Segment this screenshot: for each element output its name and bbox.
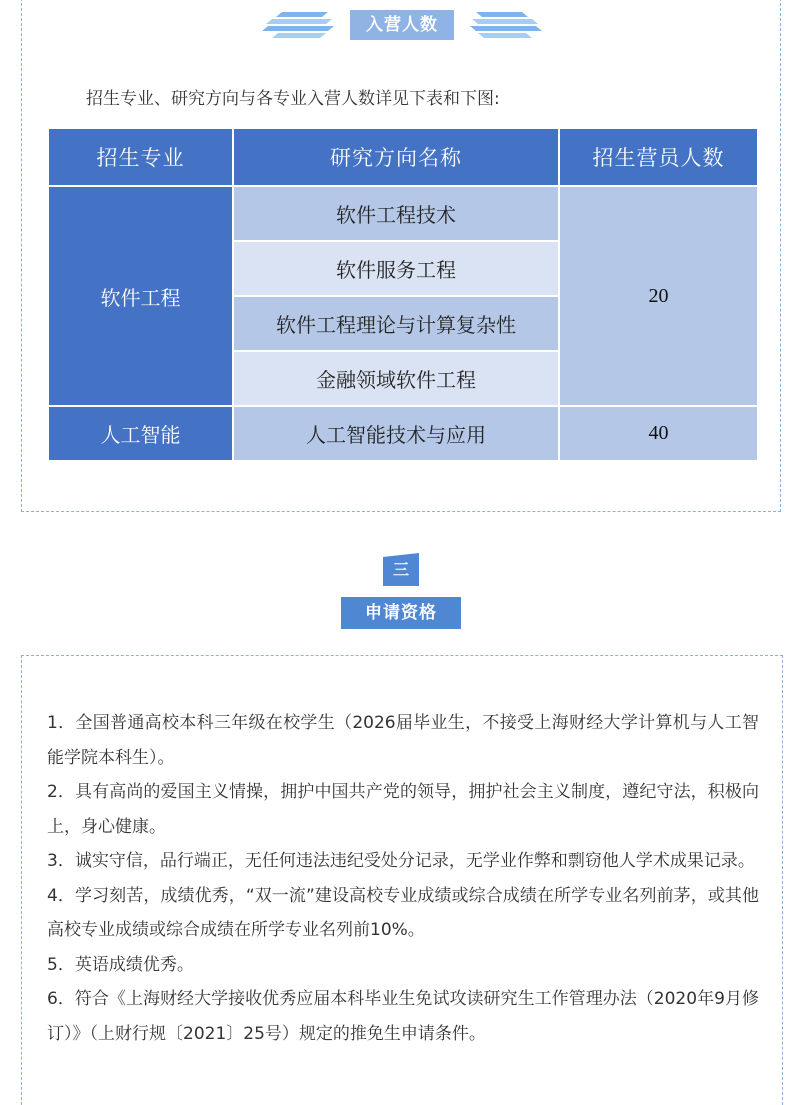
section-number-badge (383, 553, 419, 586)
major-cell: 软件工程 (48, 186, 233, 406)
decorative-stripes-icon (470, 12, 542, 40)
direction-cell: 软件工程技术 (233, 186, 559, 241)
header-count: 招生营员人数 (559, 128, 758, 186)
intro-text: 招生专业、研究方向与各专业入营人数详见下表和下图: (86, 89, 500, 109)
header-major: 招生专业 (48, 128, 233, 186)
eligibility-list (47, 706, 759, 1051)
table-row (48, 406, 758, 461)
section-quota-header (0, 8, 801, 42)
count-cell: 20 (559, 186, 758, 406)
section-title: 申请资格 (341, 597, 461, 629)
table-header-row (48, 128, 758, 186)
direction-cell: 人工智能技术与应用 (233, 406, 559, 461)
direction-cell: 金融领域软件工程 (233, 351, 559, 406)
list-item: 4．学习刻苦，成绩优秀，“双一流”建设高校专业成绩或综合成绩在所学专业名列前茅，或其他高校专业成绩或综合成绩在所学专业名列前10%。 (47, 885, 759, 940)
direction-cell: 软件服务工程 (233, 241, 559, 296)
table-row (48, 186, 758, 241)
list-item: 3．诚实守信，品行端正，无任何违法违纪受处分记录，无学业作弊和剽窃他人学术成果记录。 (47, 851, 755, 871)
list-item: 2．具有高尚的爱国主义情操，拥护中国共产党的领导，拥护社会主义制度，遵纪守法，积极向上，身心健康。 (47, 782, 759, 837)
list-item: 6．符合《上海财经大学接收优秀应届本科毕业生免试攻读研究生工作管理办法（2020年9月修订）》（上财行规〔2021〕25号）规定的推免生申请条件。 (47, 989, 759, 1044)
list-item: 1．全国普通高校本科三年级在校学生（2026届毕业生，不接受上海财经大学计算机与人工智能学院本科生）。 (47, 713, 759, 768)
direction-cell: 软件工程理论与计算复杂性 (233, 296, 559, 351)
list-item: 5．英语成绩优秀。 (47, 954, 194, 975)
header-direction: 研究方向名称 (233, 128, 559, 186)
quota-table (47, 127, 759, 462)
decorative-stripes-icon (262, 12, 334, 40)
major-cell: 人工智能 (48, 406, 233, 461)
section-title: 入营人数 (350, 10, 454, 40)
section-number: 三 (392, 560, 409, 579)
count-cell: 40 (559, 406, 758, 461)
